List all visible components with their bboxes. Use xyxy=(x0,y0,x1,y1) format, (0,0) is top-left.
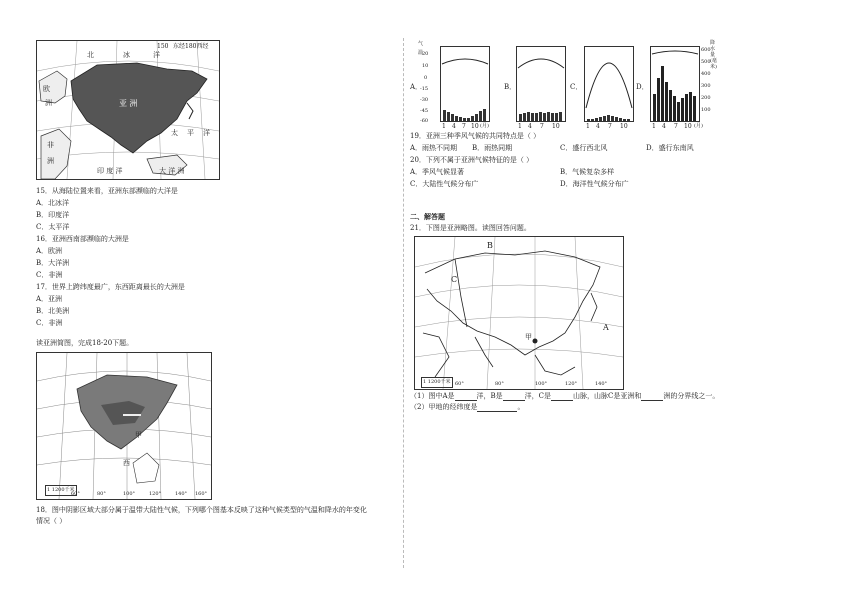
q19-option-b[interactable]: B．雨热同期 xyxy=(472,144,513,152)
map1-big: 大 洋 洲 xyxy=(159,167,185,175)
section-heading-answers: 二、解答题 xyxy=(410,212,445,221)
map3-lon-140: 140° xyxy=(595,381,608,387)
map2-lon-80: 80° xyxy=(97,491,106,497)
asia-map-2-drawing xyxy=(37,353,211,499)
q21-blank-coords[interactable] xyxy=(477,404,517,412)
climate-chart-a xyxy=(418,40,490,130)
chart-a-x-1: 1 xyxy=(442,123,446,130)
q19-option-c[interactable]: C．盛行西北风 xyxy=(560,144,608,152)
q20-option-c[interactable]: C．大陆性气候分布广 xyxy=(410,180,479,188)
map1-africa-a: 非 xyxy=(47,141,54,149)
chart-label-b[interactable]: B． xyxy=(504,83,517,91)
chart-c-x-1: 1 xyxy=(586,123,590,130)
map1-lon-label: 东经180西经 xyxy=(173,43,209,50)
map1-north: 北 xyxy=(87,51,94,59)
q21-sub1-part5: 洲的分界线之一。 xyxy=(663,392,720,400)
map3-label-jia: 甲 xyxy=(525,333,532,341)
chart-d-x-10: 10 xyxy=(684,123,692,130)
chart-c-plot xyxy=(584,46,634,122)
q16-option-c[interactable]: C．非洲 xyxy=(36,271,63,279)
temp-tick-0: 20 xyxy=(422,51,429,57)
map2-lon-100: 100° xyxy=(123,491,136,497)
q21-sub2-part1: （2）甲地的经纬度是 xyxy=(410,403,478,411)
chart-c-x-7: 7 xyxy=(608,123,612,130)
map3-lon-120: 120° xyxy=(565,381,578,387)
chart-b-plot xyxy=(516,46,566,122)
climate-chart-c xyxy=(584,46,636,130)
q21-sub2-part2: 。 xyxy=(517,403,525,411)
precip-tick-400: 400 xyxy=(701,71,711,77)
map3-scale: 1 1200千米 xyxy=(421,377,453,388)
q16-option-b[interactable]: B．大洋洲 xyxy=(36,259,70,267)
q19-text: 19．亚洲三种季风气候的共同特点是（ ） xyxy=(410,132,541,140)
map1-ice: 冰 xyxy=(123,51,130,59)
map1-zhou: 洲 xyxy=(45,99,52,107)
q21-blank-a[interactable] xyxy=(455,393,477,401)
chart-d-x-unit: (月) xyxy=(694,123,703,129)
chart-label-a[interactable]: A． xyxy=(410,83,423,91)
chart-label-d[interactable]: D． xyxy=(636,83,649,91)
q16-text: 16．亚洲西南部濒临的大洲是 xyxy=(36,235,129,243)
q15-option-b[interactable]: B．印度洋 xyxy=(36,211,70,219)
temp-tick-1: 10 xyxy=(422,63,429,69)
asia-map-2 xyxy=(36,352,212,500)
q15-option-c[interactable]: C．太平洋 xyxy=(36,223,70,231)
asia-map-1-drawing xyxy=(37,41,219,179)
chart-d-x-1: 1 xyxy=(652,123,656,130)
q21-blank-b[interactable] xyxy=(503,393,525,401)
chart-d-x-7: 7 xyxy=(674,123,678,130)
q20-text: 20．下列不属于亚洲气候特征的是（ ） xyxy=(410,156,534,164)
chart-b-x-7: 7 xyxy=(540,123,544,130)
map1-pacific-a: 太 xyxy=(171,129,178,137)
q19-option-a[interactable]: A．雨热不同期 xyxy=(410,144,458,152)
temp-tick-4: -30 xyxy=(420,97,429,103)
precip-axis-title: 降水量(毫米) xyxy=(710,40,717,70)
map3-label-a: A xyxy=(603,323,609,332)
q21-sub1-part2: 洋，B是 xyxy=(476,392,503,400)
climate-chart-d xyxy=(650,40,716,130)
q20-option-d[interactable]: D．海洋性气候分布广 xyxy=(560,180,629,188)
map2-lon-120: 120° xyxy=(149,491,162,497)
chart-c-x-10: 10 xyxy=(620,123,628,130)
chart-b-x-4: 4 xyxy=(528,123,532,130)
q17-option-b[interactable]: B．北美洲 xyxy=(36,307,70,315)
map2-jia: 甲 xyxy=(135,431,142,439)
q21-sub1-part3: 洋，C是 xyxy=(524,392,552,400)
q15-option-a[interactable]: A．北冰洋 xyxy=(36,199,70,207)
chart-a-plot xyxy=(440,46,490,122)
q17-text: 17．世界上跨纬度最广，东西距离最长的大洲是 xyxy=(36,283,185,291)
map1-india: 印 度 洋 xyxy=(97,167,123,175)
precip-tick-500: 500 xyxy=(701,59,711,65)
map3-lon-100: 100° xyxy=(535,381,548,387)
map1-ocean1: 洋 xyxy=(153,51,160,59)
map2-scale: 1 1200千米 xyxy=(45,485,77,496)
chart-d-plot xyxy=(650,46,700,122)
q16-option-a[interactable]: A．欧洲 xyxy=(36,247,63,255)
chart-b-x-10: 10 xyxy=(552,123,560,130)
map1-pacific-c: 洋 xyxy=(203,129,210,137)
temp-tick-2: 0 xyxy=(424,75,428,81)
q19-option-d[interactable]: D．盛行东南风 xyxy=(646,144,694,152)
temp-axis-title: 气温 xyxy=(418,41,424,56)
q18-line1: 18．图中阴影区域大部分属于温带大陆性气候，下列哪个图基本反映了这种气候类型的气温和降水的年变化 xyxy=(36,506,367,514)
q21-sub1 xyxy=(410,392,719,401)
q21-sub2 xyxy=(410,403,524,412)
map2-xi: 西 xyxy=(123,459,130,467)
q20-option-a[interactable]: A．季风气候显著 xyxy=(410,168,465,176)
precip-tick-300: 300 xyxy=(701,83,711,89)
map2-lon-140: 140° xyxy=(175,491,188,497)
map1-pacific-b: 平 xyxy=(187,129,194,137)
intro-text: 读亚洲简图，完成18-20下题。 xyxy=(36,339,134,347)
map2-lon-160: 160° xyxy=(195,491,208,497)
q18-line2: 情况（ ） xyxy=(36,517,67,525)
map3-lon-60: 60° xyxy=(455,381,464,387)
q21-sub1-part4: 山脉，山脉C是亚洲和 xyxy=(573,392,642,400)
map1-tick-150a: 150 xyxy=(157,43,169,50)
map3-label-c: C xyxy=(451,275,458,284)
q21-sub1-part1: （1）图中A是 xyxy=(410,392,455,400)
chart-d-x-4: 4 xyxy=(662,123,666,130)
temp-tick-6: -60 xyxy=(420,118,429,124)
map3-lon-80: 80° xyxy=(495,381,504,387)
q21-blank-continent[interactable] xyxy=(641,393,663,401)
temp-tick-3: -15 xyxy=(420,86,429,92)
precip-tick-200: 200 xyxy=(701,95,711,101)
asia-map-3 xyxy=(414,236,624,390)
chart-a-x-10: 10 xyxy=(471,123,479,130)
map1-africa-b: 洲 xyxy=(47,157,54,165)
map3-label-b: B xyxy=(487,241,493,250)
q15-text: 15．从海陆位置来看，亚洲东部濒临的大洋是 xyxy=(36,187,178,195)
q17-option-c[interactable]: C．非洲 xyxy=(36,319,63,327)
q17-option-a[interactable]: A．亚洲 xyxy=(36,295,63,303)
precip-tick-100: 100 xyxy=(701,107,711,113)
climate-chart-b xyxy=(516,46,568,130)
temp-tick-5: -45 xyxy=(420,108,429,114)
map1-euro: 欧 xyxy=(43,85,50,93)
chart-a-x-unit: (月) xyxy=(480,123,489,129)
precip-tick-600: 600 xyxy=(701,47,711,53)
map2-lon-60: 60° xyxy=(71,491,80,497)
chart-c-x-4: 4 xyxy=(596,123,600,130)
q21-text: 21．下图是亚洲略图。读图回答问题。 xyxy=(410,224,531,232)
q20-option-b[interactable]: B．气候复杂多样 xyxy=(560,168,615,176)
q21-blank-c[interactable] xyxy=(551,393,573,401)
chart-label-c[interactable]: C． xyxy=(570,83,583,91)
column-divider xyxy=(403,38,404,568)
chart-b-x-1: 1 xyxy=(518,123,522,130)
chart-a-x-7: 7 xyxy=(462,123,466,130)
map1-main-label: 亚 洲 xyxy=(119,99,138,108)
asia-map-1 xyxy=(36,40,220,180)
asia-map-3-drawing xyxy=(415,237,623,389)
chart-a-x-4: 4 xyxy=(452,123,456,130)
